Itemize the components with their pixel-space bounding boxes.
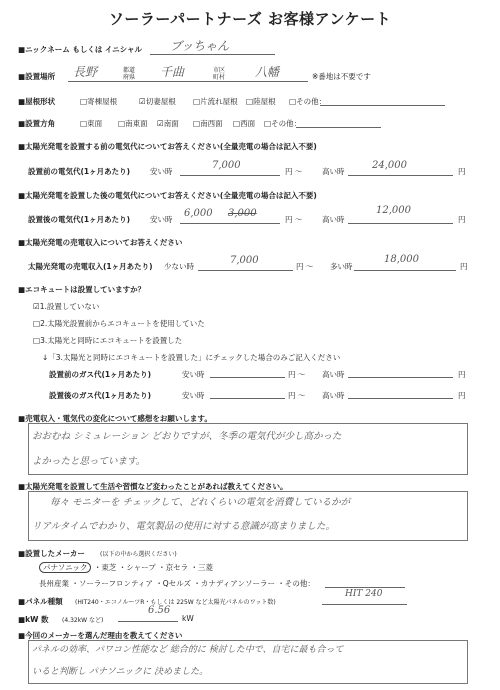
panel-value: HIT 240 [345,589,383,599]
kw-unit: kW [182,614,194,623]
before-high-underline [348,175,453,176]
before-row-label: 設置前の電気代(1ヶ月あたり) [28,167,131,176]
direction-option-south[interactable]: ☑南面 [157,119,179,128]
panel-label: ■パネル種類 [18,597,63,606]
after-yen-2: 円 [458,215,466,224]
before-high-value: 24,000 [372,160,407,171]
direction-option-southeast[interactable]: □南東面 [118,119,148,128]
after-low-value: 6,000 [184,208,213,219]
gas-before-label: 設置前のガス代(1ヶ月あたり) [49,370,152,379]
roof-label: ■屋根形状 [18,97,56,106]
location-pref-suffix: 都道府県 [123,67,136,81]
before-low-value: 7,000 [212,160,241,171]
roof-option-other[interactable]: □その他： [289,97,327,106]
after-row-label: 設置後の電気代(1ヶ月あたり) [28,215,131,224]
maker-option-other[interactable]: ・その他： [277,579,315,588]
ecocute-option-1[interactable]: ☑1.設置していない [33,302,100,311]
income-yen-1: 円 〜 [296,262,314,271]
before-header: ■太陽光発電を設置する前の電気代についてお答えください(全量売電の場合は記入不要) [18,142,317,151]
roof-option-flat[interactable]: □陸屋根 [246,97,276,106]
maker-option-solar-frontier[interactable]: ・ソーラーフロンティア [71,579,153,588]
ecocute-header: ■エコキュートは設置していますか？ [18,285,146,294]
reason-line-2: いると判断し パナソニックに 決めました。 [32,667,209,677]
kw-label: ■kW 数 [18,615,49,624]
maker-option-mitsubishi[interactable]: ・三菱 [190,563,214,572]
habit-line-1: 毎々 モニターを チェックして、どれくらいの電気を消費しているかが [50,497,351,508]
maker-option-kyocera[interactable]: ・京セラ [158,563,189,572]
ecocute-option-3[interactable]: □3.太陽光と同時にエコキュートを設置した [33,336,183,345]
habit-header: ■太陽光発電を設置して生活や習慣など変わったことがあれば教えてください。 [18,482,288,491]
location-town-value: 八幡 [255,65,280,79]
before-yen-1: 円 〜 [285,167,303,176]
income-header: ■太陽光発電の売電収入についてお答えください [18,238,183,247]
reason-line-1: パネルの効率、パワコン性能など 総合的に 検討した中で、自宅に最も合って [32,645,344,655]
after-high-value: 12,000 [376,205,411,216]
maker-row-1 [39,562,213,573]
gas-before-low-underline[interactable] [210,377,285,378]
after-low-underline [180,223,280,224]
nickname-label: ■ニックネーム もしくは イニシャル [18,45,142,54]
income-yen-2: 円 [460,262,468,271]
direction-option-other[interactable]: □その他： [264,119,302,128]
maker-option-canadian-solar[interactable]: ・カナディアンソーラー [193,579,275,588]
panel-underline [322,604,407,605]
maker-option-sharp[interactable]: ・シャープ [118,563,156,572]
after-high-underline [348,223,453,224]
after-high-label: 高い時 [322,215,345,224]
gas-before-yen-1: 円 〜 [288,370,306,379]
income-high-underline [354,270,456,271]
direction-option-east[interactable]: □東面 [80,119,103,128]
gas-after-low-underline[interactable] [210,398,285,399]
income-high-value: 18,000 [384,254,419,265]
location-city-value: 千曲 [160,65,185,79]
maker-header: ■設置したメーカー [18,549,85,558]
kw-value: 6.56 [148,605,171,616]
after-low-label: 安い時 [150,215,173,224]
ecocute-followup: ↓「3.太陽光と同時にエコキュートを設置した」にチェックした場合のみご記入ください [42,353,341,362]
nickname-value: ブッちゃん [170,39,230,53]
roof-option-gable[interactable]: ☑切妻屋根 [139,97,176,106]
income-high-label: 多い時 [330,262,353,271]
maker-option-panasonic[interactable]: パナソニック [39,562,91,573]
before-high-label: 高い時 [322,167,345,176]
location-underline [68,81,308,82]
after-yen-1: 円 〜 [285,215,303,224]
habit-line-2: リアルタイムでわかり、電気製品の使用に対する意識が高まりました。 [32,521,336,532]
maker-option-choshu[interactable]: 長州産業 [39,579,69,588]
gas-after-label: 設置後のガス代(1ヶ月あたり) [49,391,152,400]
reason-header: ■今回のメーカーを選んだ理由を教えてください [18,631,183,640]
gas-after-low-label: 安い時 [182,391,205,400]
direction-option-west[interactable]: □西面 [233,119,256,128]
income-low-value: 7,000 [230,255,259,266]
maker-header-note: (以下の中から選択ください) [100,551,177,558]
gas-after-high-underline[interactable] [348,398,453,399]
impression-header: ■売電収入・電気代の変化について感想をお願いします。 [18,414,212,423]
gas-before-yen-2: 円 [458,370,466,379]
location-note: ※番地は不要です [312,72,371,81]
before-low-label: 安い時 [150,167,173,176]
nickname-underline [150,54,275,55]
income-low-label: 少ない時 [164,262,194,271]
direction-other-underline [296,127,381,128]
kw-note: (4.32kW など) [62,617,104,624]
gas-before-low-label: 安い時 [182,370,205,379]
location-pref-value: 長野 [73,65,98,79]
impression-line-2: よかったと思っています。 [32,456,146,467]
roof-other-underline [320,105,445,106]
maker-other-underline [325,587,405,588]
direction-option-southwest[interactable]: □南西面 [193,119,223,128]
impression-line-1: おおむね シミュレーション どおりですが、冬季の電気代が少し高かった [32,431,342,442]
gas-before-high-label: 高い時 [322,370,345,379]
income-low-underline [198,270,293,271]
ecocute-option-2[interactable]: □2.太陽光設置前からエコキュートを使用していた [33,319,205,328]
location-city-suffix: 市区町村 [213,67,226,81]
before-yen-2: 円 [458,167,466,176]
before-low-underline [180,175,280,176]
gas-before-high-underline[interactable] [348,377,453,378]
gas-after-yen-2: 円 [458,391,466,400]
kw-underline [118,621,178,622]
gas-after-high-label: 高い時 [322,391,345,400]
after-low-struck: 3,000 [228,208,257,219]
maker-option-toshiba[interactable]: ・東芝 [93,563,117,572]
location-label: ■設置場所 [18,72,56,81]
roof-option-shed[interactable]: □片流れ屋根 [193,97,238,106]
after-header: ■太陽光発電を設置した後の電気代についてお答えください(全量売電の場合は記入不要) [18,191,317,200]
income-row-label: 太陽光発電の売電収入(1ヶ月あたり) [28,262,153,271]
roof-option-hip[interactable]: □寄棟屋根 [80,97,118,106]
page-title: ソーラーパートナーズ お客様アンケート [108,10,392,28]
direction-label: ■設置方角 [18,119,56,128]
maker-row-2 [39,578,315,589]
gas-after-yen-1: 円 〜 [288,391,306,400]
panel-note: (HIT240・エコノルーツR・もしくは 225W など太陽光パネルのワット数) [75,599,276,606]
maker-option-q-cells[interactable]: ・Qセルズ [155,579,191,588]
